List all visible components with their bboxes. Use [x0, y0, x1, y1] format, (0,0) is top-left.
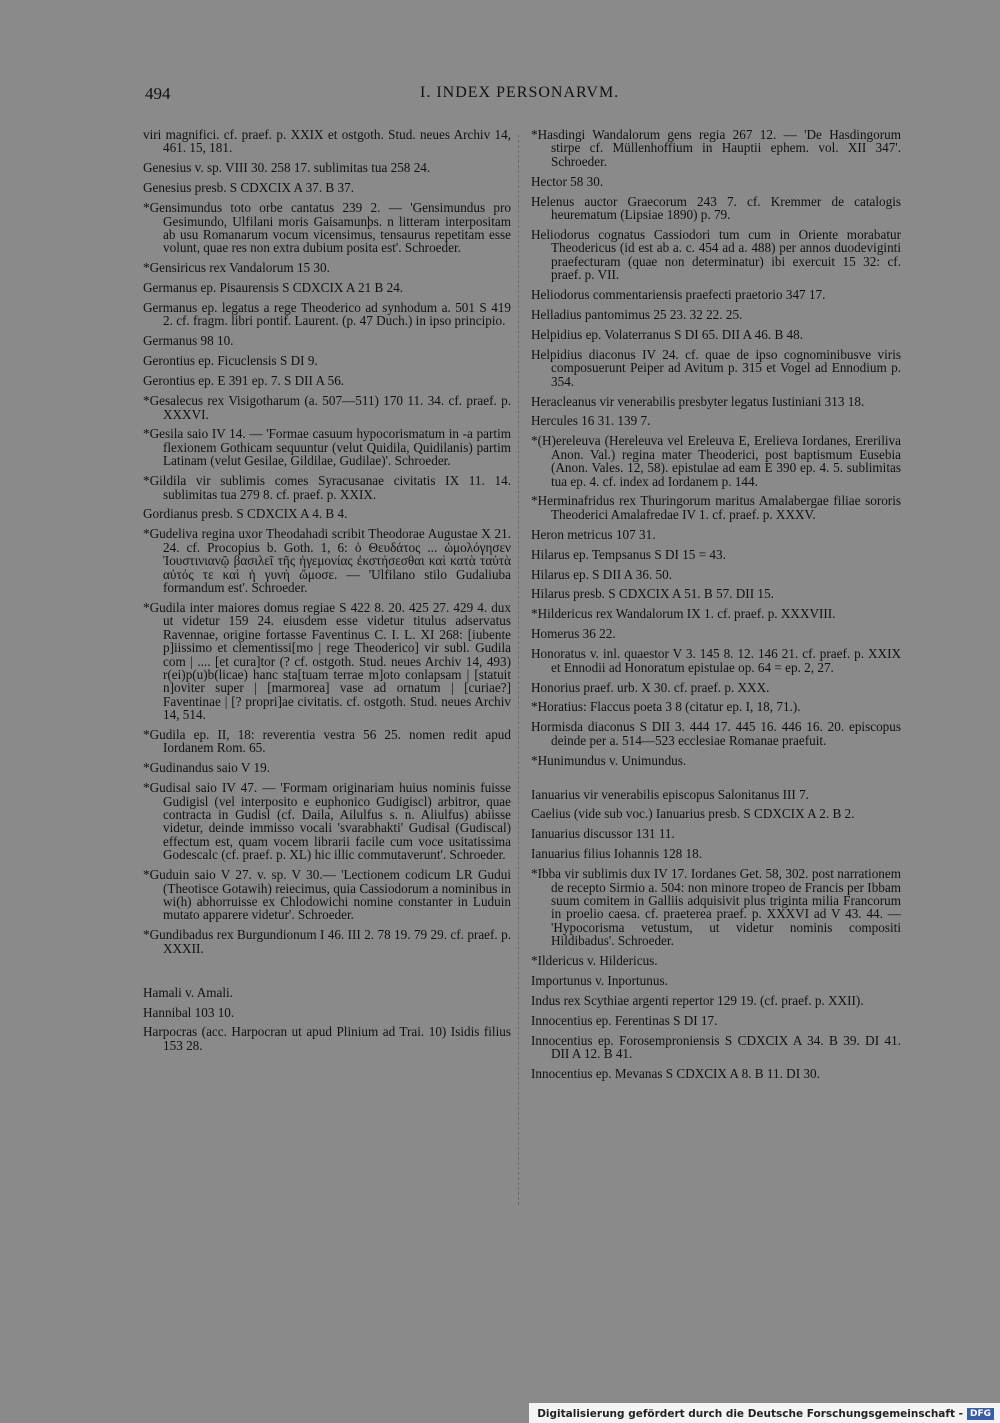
- index-entry: *Gensiricus rex Vandalorum 15 30.: [143, 260, 330, 276]
- index-entry: *Gudinandus saio V 19.: [143, 760, 270, 776]
- index-entry: Gerontius ep. E 391 ep. 7. S DII A 56.: [143, 373, 345, 389]
- index-entry: Importunus v. Inportunus.: [531, 973, 668, 988]
- index-entry: *Gudila ep. II, 18: reverentia vestra 56 25. nomen redit apud Iordanem Rom. 65.: [143, 727, 511, 756]
- index-entry: *Gesila saio IV 14. — 'Formae casuum hypocorismatum in -a partim flexionem Gothicam sequuntur (velut Quidila, Quidilanis) partim Latinam (velut Gesilae, Gildilae, Gudilae)'. Schroeder.: [143, 426, 511, 469]
- index-entry: Innocentius ep. Ferentinas S DI 17.: [531, 1012, 718, 1028]
- index-entry: Heliodorus cognatus Cassiodori tum cum in Oriente morabatur Theodericus (id est ab a. c. 454 ad a. 488) per annos duodeviginti praefecturam (quae non determinatur) ibi exercuit 15 32: cf. praef. p. VII.: [531, 226, 901, 283]
- column-divider: [518, 135, 519, 1205]
- dfg-logo: DFG: [967, 1408, 994, 1420]
- section-gap: [531, 774, 901, 788]
- index-entry: *Gesalecus rex Visigotharum (a. 507—511) 170 11. 34. cf. praef. p. XXXVI.: [143, 393, 511, 422]
- index-entry: Helladius pantomimus 25 23. 32 22. 25.: [531, 306, 743, 322]
- page-number: 494: [145, 84, 171, 103]
- index-entry: Hilarus presb. S CDXCIX A 51. B 57. DII 15.: [531, 586, 774, 602]
- index-entry: Ianuarius discussor 131 11.: [531, 826, 675, 842]
- index-entry: Helpidius diaconus IV 24. cf. quae de ipso cognominibusve viris composuerunt Peiper ad Avitum p. 315 et Vogel ad Ennodium p. 354.: [531, 346, 901, 389]
- index-entry: Hannibal 103 10.: [143, 1004, 235, 1020]
- footer-banner: [529, 1403, 1000, 1423]
- right-column: [531, 128, 901, 1087]
- index-entry: Genesius presb. S CDXCIX A 37. B 37.: [143, 180, 355, 196]
- index-entry: Ianuarius vir venerabilis episcopus Salonitanus III 7.: [531, 786, 809, 802]
- section-gap: [143, 962, 511, 986]
- index-entry: Harpocras (acc. Harpocran ut apud Plinium ad Trai. 10) Isidis filius 153 28.: [143, 1024, 511, 1053]
- index-entry: *Ibba vir sublimis dux IV 17. Iordanes Get. 58, 302. post narrationem de recepto Sirmio a. 504: non minore tropeo de Francis per Ibbam suum comitem in Galliis adquisivit plus triginta milia Francorum in proelio caesa. cf. praeterea praef. p. XXXVI ad V 43. 44. — 'Hypocorisma vetustum, ut videtur nominis compositi Hildibadus'. Schroeder.: [531, 866, 901, 949]
- index-entry: Germanus ep. legatus a rege Theoderico ad synhodum a. 501 S 419 2. cf. fragm. libri pontif. Laurent. (p. 47 Duch.) in ipso principio.: [143, 300, 511, 329]
- index-entry: Hilarus ep. Tempsanus S DI 15 = 43.: [531, 546, 726, 562]
- index-entry: Innocentius ep. Mevanas S CDXCIX A 8. B 11. DI 30.: [531, 1066, 820, 1082]
- index-entry: Germanus 98 10.: [143, 333, 234, 349]
- index-entry: Gerontius ep. Ficuclensis S DI 9.: [143, 353, 318, 369]
- index-entry: *Gildila vir sublimis comes Syracusanae civitatis IX 11. 14. sublimitas tua 279 8. cf. praef. p. XXIX.: [143, 473, 511, 502]
- index-entry: *Hunimundus v. Unimundus.: [531, 752, 687, 768]
- index-entry: *Gudeliva regina uxor Theodahadi scribit Theodorae Augustae X 21. 24. cf. Procopius b. Goth. 1, 6: ὁ Θευδάτος ... ὡμολόγησεν Ἰουστινιανῷ βασιλεῖ τῆς ἡγεμονίας ἐκστήσεσθαι καὶ κατὰ ταὐτὰ αὐτός τε καὶ ἡ γυνὴ ὤμοσε. — 'Ulfilano stilo Gudaliuba formandum est'. Schroeder.: [143, 526, 511, 595]
- page-header: [0, 84, 1000, 114]
- footer-text: Digitalisierung gefördert durch die Deutsche Forschungsgemeinschaft -: [537, 1408, 963, 1420]
- index-entry: Heracleanus vir venerabilis presbyter legatus Iustiniani 313 18.: [531, 393, 865, 409]
- left-column: [143, 128, 511, 1059]
- index-entry: Honoratus v. inl. quaestor V 3. 145 8. 12. 146 21. cf. praef. p. XXIX et Ennodii ad Honoratum epistulae op. 64 = ep. 2, 27.: [531, 646, 901, 675]
- index-entry: Helpidius ep. Volaterranus S DI 65. DII A 46. B 48.: [531, 326, 804, 342]
- index-entry: Germanus ep. Pisaurensis S CDXCIX A 21 B 24.: [143, 280, 404, 296]
- index-entry: *Hasdingi Wandalorum gens regia 267 12. — 'De Hasdingorum stirpe cf. Müllenhoffium in Hauptii ephem. vol. XII 347'. Schroeder.: [531, 127, 901, 169]
- index-entry: *Gudila inter maiores domus regiae S 422 8. 20. 425 27. 429 4. dux ut videtur 159 24. eiusdem esse videtur titulus adservatus Ravennae, origine fortasse Faventinus C. I. L. XI 268: [iubente p]iissimo et clementissi[mo | rege Theoderico] vir subl. Gudila com | .... [et cura]tor (? cf. ostgoth. Stud. neues Archiv 14, 493) r(ei)p(u)b(licae) hanc sta[tuam terrae m]oto conlapsam | [statuit n]oviter super | [marmorea] vase ad ornatum | [curiae?] Faventinae | [? propri]ae civitatis. cf. ostgoth. Stud. neues Archiv 14, 514.: [143, 599, 511, 723]
- index-entry: Indus rex Scythiae argenti repertor 129 19. (cf. praef. p. XXII).: [531, 992, 864, 1008]
- index-entry: Gordianus presb. S CDXCIX A 4. B 4.: [143, 506, 348, 522]
- index-entry: Hilarus ep. S DII A 36. 50.: [531, 566, 673, 582]
- index-entry: Caelius (vide sub voc.) Ianuarius presb. S CDXCIX A 2. B 2.: [531, 806, 855, 822]
- index-entry: *Herminafridus rex Thuringorum maritus Amalabergae filiae sororis Theoderici Amalafredae IV 1. cf. praef. p. XXXV.: [531, 493, 901, 522]
- index-entry: *Gundibadus rex Burgundionum I 46. III 2. 78 19. 79 29. cf. praef. p. XXXII.: [143, 927, 511, 956]
- index-entry: viri magnifici. cf. praef. p. XXIX et ostgoth. Stud. neues Archiv 14, 461. 15, 181.: [143, 127, 511, 156]
- index-entry: Innocentius ep. Forosemproniensis S CDXCIX A 34. B 39. DI 41. DII A 12. B 41.: [531, 1032, 901, 1062]
- index-entry: Hector 58 30.: [531, 173, 604, 189]
- index-entry: *Ildericus v. Hildericus.: [531, 953, 658, 969]
- index-entry: Hormisda diaconus S DII 3. 444 17. 445 16. 446 16. 20. episcopus deinde per a. 514—523 ecclesiae Romanae praefuit.: [531, 719, 901, 748]
- index-entry: Honorius praef. urb. X 30. cf. praef. p. XXX.: [531, 679, 770, 695]
- index-entry: Ianuarius filius Iohannis 128 18.: [531, 846, 703, 862]
- index-entry: Heron metricus 107 31.: [531, 526, 656, 542]
- index-entry: Heliodorus commentariensis praefecti praetorio 347 17.: [531, 287, 826, 303]
- index-entry: Genesius v. sp. VIII 30. 258 17. sublimitas tua 258 24.: [143, 160, 431, 176]
- page-title: I. INDEX PERSONARVM.: [420, 84, 620, 101]
- index-entry: Hercules 16 31. 139 7.: [531, 413, 651, 429]
- index-entry: *Gensimundus toto orbe cantatus 239 2. — 'Gensimundus pro Gesimundo, Ulfilani moris Gaisamunþs. n litteram interpositam ab usu Romanarum vocum vicensimus, tensaurus repetitam esse volunt, quae res non extra dubium posita est'. Schroeder.: [143, 200, 511, 256]
- index-entry: Homerus 36 22.: [531, 626, 616, 642]
- index-entry: *Hildericus rex Wandalorum IX 1. cf. praef. p. XXXVIII.: [531, 606, 836, 622]
- index-entry: *(H)ereleuva (Hereleuva vel Ereleuva E, Erelieva Iordanes, Ereriliva Anon. Val.) regina mater Theoderici, post baptismum Eusebia (Anon. Vales. 12, 58). epistulae ad eam E 390 ep. 4. 5. sublimitas tua ep. 4. cf. index ad Iordanem p. 144.: [531, 433, 901, 489]
- index-entry: *Horatius: Flaccus poeta 3 8 (citatur ep. I, 18, 71.).: [531, 699, 801, 715]
- index-entry: Helenus auctor Graecorum 243 7. cf. Kremmer de catalogis heurematum (Lipsiae 1890) p. 79.: [531, 193, 901, 223]
- index-entry: Hamali v. Amali.: [143, 984, 233, 1000]
- index-entry: *Guduin saio V 27. v. sp. V 30.— 'Lectionem codicum LR Gudui (Theotisce Gotawih) reiecimus, quia Cassiodorum a nominibus in wi(h) abhorruisse ex Chlodowichi nomine constanter in Luduin mutato apparere videtur'. Schroeder.: [143, 867, 511, 923]
- index-entry: *Gudisal saio IV 47. — 'Formam originariam huius nominis fuisse Gudigisl (vel interposito e euphonico Gudigiscl) arbitror, quae contracta in Gudisl (cf. Daila, Ailulfus s. n. Aliulfus) abiisse videtur, deinde immisso vocali 'svarabhakti' Gudisal (Gudiscal) effectum est, quam vocem librarii facile cum voce usitatissima Godescalc (cf. praef. p. XL) hic illic commutaverunt'. Schroeder.: [143, 780, 511, 863]
